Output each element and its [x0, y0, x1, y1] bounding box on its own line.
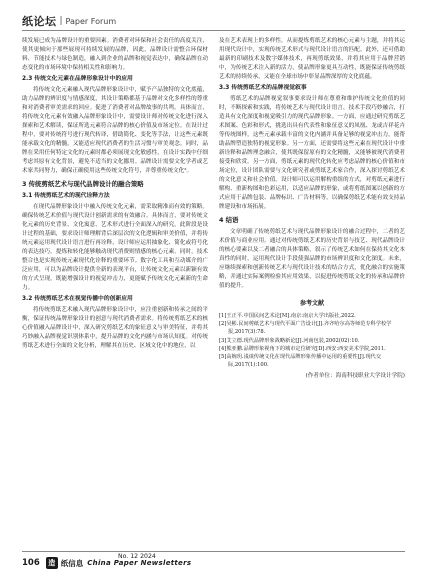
- reference-item: [1]王正平.中国民间艺术论[M].南京:南京大学出版社,2022.: [219, 313, 356, 319]
- subsection-heading: 3.3 传统剪纸艺术的品牌视觉叙事: [219, 85, 307, 91]
- reference-item: [4]熊亚鹏.品牌形象视角下的城市定位研究[D].西安:西安美术学院,2011.: [219, 345, 386, 352]
- magazine-name-en: China Paper Newsletters: [87, 559, 192, 567]
- magazine-logo-icon: 造: [46, 557, 58, 569]
- section-subtitle: Paper Forum: [65, 16, 117, 26]
- paragraph: 文章明确了传统剪纸艺术与现代品牌形象设计的融合过程中，二者的艺术价值与商业应用。通过对传统剪纸艺术的历史背景与技艺、现代品牌设计的核心要素以及二者融合的具体策略，叙示了传统艺术如何在保持其文化本真性的同时，运用现代设计手段使强品牌的市场辨识度和文化深度。未来，应继续探索和创新传统艺术与现代设计技术的结合方式，优化融合的实施策略，并通过实际案例检验其应用效果，以促进传统剪纸文化的传承和品牌价值的提升。: [219, 229, 405, 289]
- left-column: [22, 37, 208, 351]
- paragraph: 及在艺术表现上的多样性，从而提炼剪纸艺术的核心元素与主题，并将其运用现代设计中，实现传统艺术形式与现代设计语言的匹配。此外，还可借助最新的印刷技术及数字媒体技术，再现剪纸效果，并将其应用于品牌营销中，为传统艺术注入新的活力，使品牌形象更具互动性，既能保证传统剪纸艺术的持续传承，又能在全球市场中彰显品牌深厚的文化底蕴。: [219, 38, 405, 80]
- header-rule: [22, 30, 405, 31]
- section-heading: 4 结语: [219, 216, 239, 224]
- author-affiliation: (作者单位：海南科技职业大学设计学院): [305, 373, 405, 380]
- section-title: 纸论坛: [22, 15, 57, 28]
- section-heading: 3 传统剪纸艺术与现代品牌设计的融合策略: [22, 180, 144, 188]
- right-column: [219, 37, 405, 381]
- header-separator: |: [59, 16, 63, 26]
- footer-rule: [22, 551, 405, 552]
- subsection-heading: 3.2 传统剪纸艺术在视觉传播中的创新应用: [22, 296, 133, 302]
- references-title: 参考文献: [299, 300, 324, 307]
- reference-item: [2]吴彬.民间剪纸艺术与现代平面广告设计[J].齐齐哈尔高等师范专科学校学报,2017(3):78.: [219, 321, 392, 336]
- reference-item: [5]高婉玥.浅谈传统文化在现代品牌形象传播中运用的重要性[J].现代交际,2017(1):100.: [219, 354, 382, 369]
- journal-header: [22, 12, 405, 30]
- reference-item: [3]艾立德.现代品牌形象战略新论[J].河南包装,2002(02):10.: [219, 337, 360, 344]
- paragraph: 剪纸艺术的品牌视觉叙事要求设计师在尊重和维护传统文化价值的同时，不断探索和实践，将传统艺术与现代设计语言，技术手段巧妙融合，打造具有文化深度和视觉吸引力的现代品牌形象。一方面，应通过研究剪纸艺术图案、色彩和形式，挑选出具有代表性和象征意义的凤凰、龙或吉祥花卉等传统图样，这些元素承载丰富的文化内涵并具备足够的视觉冲击力，能帮助品牌塑造独特的视觉形象。另一方面，还需要将这些元素在现代设计中重新诠释和品牌理念融合，使其既保留原有的文化精髓，又能够被现代消费者接受和欣赏。另一方面，剪纸元素的现代化转化应考虑品牌的核心价值和市场定位，设计团队需要与文化研究者或剪纸艺术家合作，深入探讨剪纸艺术的文化意义和社会价值。设计师可以运用解构重组的方式，对剪纸元素进行解构、重新构图和色彩运用，以适应品牌的形象，或将剪纸图案以创新的方式应用于品牌包装、品牌标识、广告材料等，以确保剪纸艺术能有效支持品牌建设和市场拓展。: [219, 96, 405, 210]
- section-heading: 2.3 传统文化元素在品牌形象设计中的应用: [22, 76, 133, 82]
- journal-footer: [22, 556, 191, 570]
- page-number: 106: [22, 558, 40, 568]
- issue-number: No. 12 2024: [118, 553, 156, 560]
- paragraph: 在现代品牌形象设计中融入传统文化元素，需采取精准而有效的策略。确保传统艺术价值与现代设计创新需求的有效融合。具体而言，要对传统文化元素的历史背景、文化寓意、艺术形式进行全面深入的研究。此阶段是设计过程的基础，要求设计师理解背后深层次的文化逻辑和审美价值，并将传统元素运用现代设计语言进行再诠释，设计师应运用抽象化、简化或符号化的表达技巧，提炼和转化能够触动现代消费则情感的核心元素。同时，技术整合也是实现传统元素现代化诠释的重要环节。数字化工具和互动媒介的广泛应用，可以为品牌设计提供全新的表现平台，让传统文化元素以新颖有效的方式呈现，既能增强设计的视觉冲击力，更能赋予传统文化元素新的生命力。: [22, 204, 208, 291]
- magazine-name-cn: 纸信息: [60, 558, 84, 568]
- paragraph: 将传统剪纸艺术融入现代品牌形象设计中，应注重创新和传承之间的平衡，保证传统品牌形象设计的创意与现代消费者需求。将传统剪纸艺术的核心价值融入品牌设计中，深入研究剪纸艺术的象征意义与审美特征，并将其巧妙融入品牌视觉识别体系中，提升品牌的文化内涵与市场认知度。对传统剪纸艺术进行全面的文化分析，理解其在历史、区域文化中的地位，以: [22, 307, 208, 349]
- paragraph: 将传统文化元素融入现代品牌形象设计中，赋予产品独特的文化底蕴，助力品牌的辨识度与情感深度，其设计策略都基于品牌对文化多样性的尊重和对消费者审美需求的回应。促进了消费者对品牌故事的共鸣。具体而言，将传统文化元素有效融入品牌形象设计中，需要设计师对传统文化进行深入探索和艺术解读，保证所选元素符合品牌的核心价值及市场定位。在设计过程中，要对传统符号进行现代转译，借助简化、变化等手法，让这些元素既能承载文化的精髓，又能适应现代消费者的生活习惯与审美观念。同时，品牌在采用任何特定文化的元素时都必须展现文化敏感性，在设计实践中仔细考虑其原有文化背景，避免不适当的文化挪用。品牌设计需要文化学者或艺术家共同努力，确保正确使用这些传统文化符号，并尊重传统文化²。: [22, 87, 208, 174]
- paragraph: 续发展已成为品牌设计的重要因素。消费者对环保和社会责任的高度关注，使其更倾向于那些展现可持续发展的品牌，因此，品牌设计需整合环保材料、节能技术与绿色制造，融入到企业的品牌和视觉表达中，确保品牌在动态变化的市场环境中保持相关性和影响力。: [22, 38, 208, 71]
- subsection-heading: 3.1 传统剪纸艺术的现代诠释方法: [22, 193, 110, 199]
